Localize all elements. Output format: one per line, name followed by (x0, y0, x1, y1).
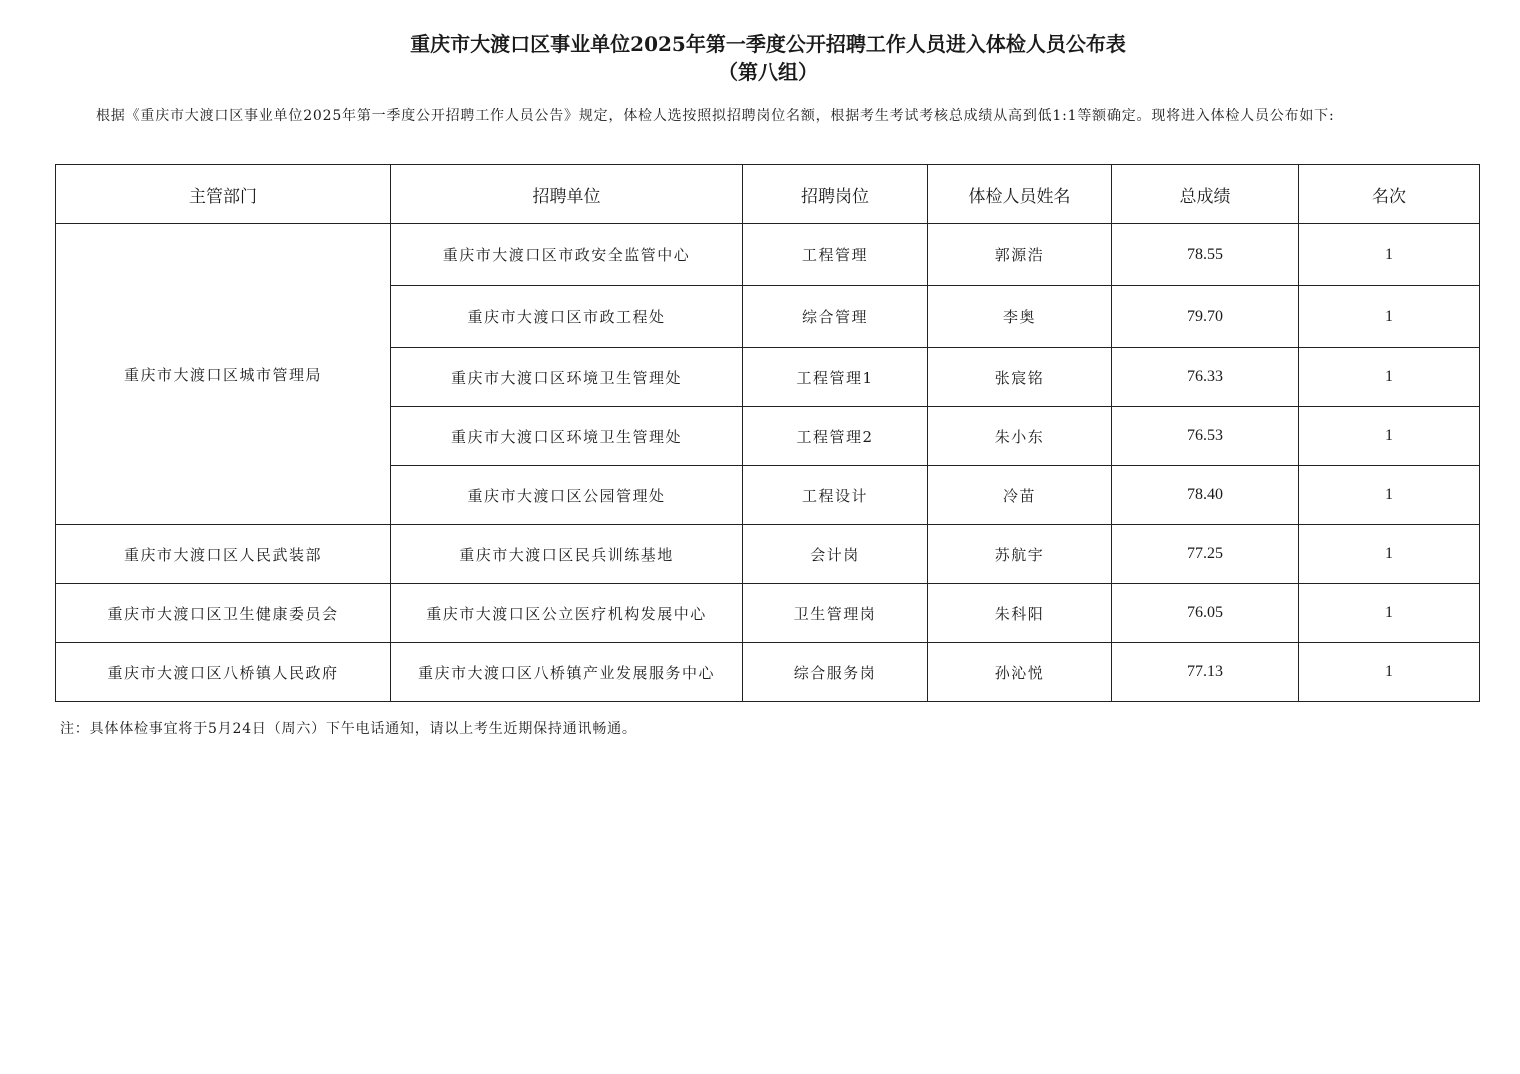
table-row (56, 525, 1480, 584)
unit-cell: 重庆市大渡口区公立医疗机构发展中心 (391, 584, 743, 643)
rank-cell: 1 (1299, 407, 1480, 466)
table-row (56, 643, 1480, 702)
intro-paragraph: 根据《重庆市大渡口区事业单位2025年第一季度公开招聘工作人员公告》规定，体检人选按照拟招聘岗位名额，根据考生考试考核总成绩从高到低1:1等额确定。现将进入体检人员公布如下: (96, 108, 1335, 124)
footnote: 注：具体体检事宜将于5月24日（周六）下午电话通知，请以上考生近期保持通讯畅通。 (60, 721, 637, 737)
name-cell: 孙沁悦 (928, 643, 1112, 702)
score-cell: 77.13 (1112, 643, 1299, 702)
rank-cell: 1 (1299, 584, 1480, 643)
unit-cell: 重庆市大渡口区八桥镇产业发展服务中心 (391, 643, 743, 702)
score-cell: 76.05 (1112, 584, 1299, 643)
header-rank: 名次 (1299, 165, 1480, 224)
header-name: 体检人员姓名 (928, 165, 1112, 224)
name-cell: 李奥 (928, 286, 1112, 348)
page-title: 重庆市大渡口区事业单位2025年第一季度公开招聘工作人员进入体检人员公布表 (410, 32, 1126, 56)
position-cell: 工程设计 (743, 466, 928, 525)
rank-cell: 1 (1299, 643, 1480, 702)
header-unit: 招聘单位 (391, 165, 743, 224)
score-cell: 76.33 (1112, 348, 1299, 407)
roster-table (55, 164, 1480, 702)
department-cell: 重庆市大渡口区卫生健康委员会 (56, 584, 391, 643)
table-row (56, 224, 1480, 286)
unit-cell: 重庆市大渡口区环境卫生管理处 (391, 348, 743, 407)
unit-cell: 重庆市大渡口区市政安全监管中心 (391, 224, 743, 286)
header-position: 招聘岗位 (743, 165, 928, 224)
unit-cell: 重庆市大渡口区环境卫生管理处 (391, 407, 743, 466)
position-cell: 会计岗 (743, 525, 928, 584)
table-header-row (56, 165, 1480, 224)
rank-cell: 1 (1299, 286, 1480, 348)
rank-cell: 1 (1299, 525, 1480, 584)
department-cell: 重庆市大渡口区八桥镇人民政府 (56, 643, 391, 702)
unit-cell: 重庆市大渡口区民兵训练基地 (391, 525, 743, 584)
score-cell: 78.40 (1112, 466, 1299, 525)
page-subtitle: （第八组） (718, 60, 818, 84)
name-cell: 朱科阳 (928, 584, 1112, 643)
name-cell: 苏航宇 (928, 525, 1112, 584)
department-cell: 重庆市大渡口区人民武装部 (56, 525, 391, 584)
position-cell: 综合服务岗 (743, 643, 928, 702)
position-cell: 卫生管理岗 (743, 584, 928, 643)
unit-cell: 重庆市大渡口区公园管理处 (391, 466, 743, 525)
name-cell: 张宸铭 (928, 348, 1112, 407)
rank-cell: 1 (1299, 466, 1480, 525)
position-cell: 工程管理2 (743, 407, 928, 466)
header-score: 总成绩 (1112, 165, 1299, 224)
rank-cell: 1 (1299, 224, 1480, 286)
position-cell: 综合管理 (743, 286, 928, 348)
name-cell: 冷苗 (928, 466, 1112, 525)
table-row (56, 584, 1480, 643)
name-cell: 郭源浩 (928, 224, 1112, 286)
score-cell: 79.70 (1112, 286, 1299, 348)
rank-cell: 1 (1299, 348, 1480, 407)
position-cell: 工程管理1 (743, 348, 928, 407)
header-department: 主管部门 (56, 165, 391, 224)
department-cell: 重庆市大渡口区城市管理局 (56, 224, 391, 525)
unit-cell: 重庆市大渡口区市政工程处 (391, 286, 743, 348)
score-cell: 77.25 (1112, 525, 1299, 584)
name-cell: 朱小东 (928, 407, 1112, 466)
score-cell: 78.55 (1112, 224, 1299, 286)
position-cell: 工程管理 (743, 224, 928, 286)
score-cell: 76.53 (1112, 407, 1299, 466)
